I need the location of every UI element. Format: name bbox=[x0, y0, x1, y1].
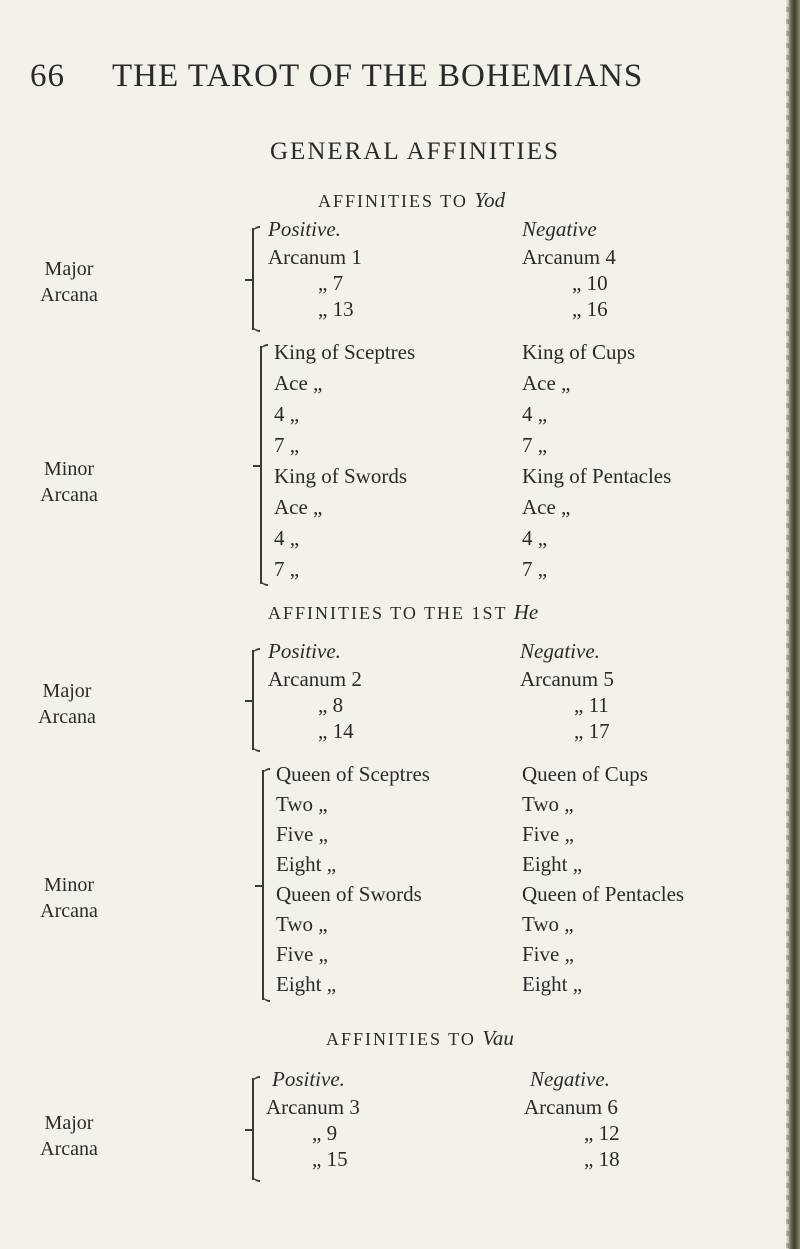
section-heading-he bbox=[268, 600, 538, 625]
page-title: GENERAL AFFINITIES bbox=[270, 138, 560, 165]
list-item: Five „ bbox=[522, 942, 574, 966]
list-item: Two „ bbox=[276, 792, 328, 816]
positive-header: Positive. bbox=[272, 1067, 345, 1091]
negative-column bbox=[522, 759, 784, 1019]
negative-header: Negative bbox=[522, 217, 597, 241]
section-heading-vau bbox=[326, 1026, 514, 1051]
list-item: Ace „ bbox=[522, 495, 571, 519]
list-item: Five „ bbox=[276, 942, 328, 966]
negative-column bbox=[522, 337, 782, 597]
section-heading-name: Vau bbox=[482, 1026, 514, 1050]
list-item: „ 11 bbox=[574, 693, 609, 717]
list-item: Queen of Swords bbox=[276, 882, 422, 906]
list-item: Arcanum 2 bbox=[268, 667, 362, 691]
list-item: Two „ bbox=[276, 912, 328, 936]
negative-column bbox=[524, 1064, 770, 1194]
list-item: Eight „ bbox=[276, 972, 337, 996]
list-item: Ace „ bbox=[274, 371, 323, 395]
list-item: King of Sceptres bbox=[274, 340, 416, 364]
list-item: „ 8 bbox=[318, 693, 344, 717]
list-item: 7 „ bbox=[274, 557, 300, 581]
section-heading-prefix: AFFINITIES TO THE 1ST bbox=[268, 603, 508, 623]
major-arcana-label: Major Arcana bbox=[40, 1112, 98, 1160]
page-edge bbox=[786, 0, 800, 1249]
list-item: 4 „ bbox=[522, 402, 548, 426]
positive-header: Positive. bbox=[268, 639, 341, 663]
list-item: Five „ bbox=[276, 822, 328, 846]
list-item: Two „ bbox=[522, 912, 574, 936]
list-item: King of Pentacles bbox=[522, 464, 672, 488]
major-arcana-label: Major Arcana bbox=[40, 258, 98, 306]
brace bbox=[262, 770, 274, 1000]
list-item: „ 14 bbox=[318, 719, 354, 743]
brace bbox=[260, 346, 272, 584]
list-item: 7 „ bbox=[522, 433, 548, 457]
minor-arcana-label: Minor Arcana bbox=[40, 458, 98, 506]
major-arcana-label: Major Arcana bbox=[38, 680, 96, 728]
list-item: „ 17 bbox=[574, 719, 610, 743]
minor-arcana-label: Minor Arcana bbox=[40, 874, 98, 922]
list-item: 7 „ bbox=[274, 433, 300, 457]
list-item: Ace „ bbox=[274, 495, 323, 519]
positive-column bbox=[276, 759, 526, 1019]
list-item: „ 16 bbox=[572, 297, 608, 321]
positive-column bbox=[266, 1064, 512, 1194]
list-item: Queen of Sceptres bbox=[276, 762, 430, 786]
list-item: 4 „ bbox=[522, 526, 548, 550]
list-item: Eight „ bbox=[522, 972, 583, 996]
list-item: Arcanum 3 bbox=[266, 1095, 360, 1119]
section-heading-prefix: AFFINITIES TO bbox=[326, 1029, 476, 1049]
list-item: Queen of Cups bbox=[522, 762, 648, 786]
list-item: 4 „ bbox=[274, 402, 300, 426]
list-item: Arcanum 1 bbox=[268, 245, 362, 269]
list-item: „ 15 bbox=[312, 1147, 348, 1171]
brace bbox=[252, 650, 264, 750]
list-item: Ace „ bbox=[522, 371, 571, 395]
list-item: King of Cups bbox=[522, 340, 636, 364]
list-item: „ 7 bbox=[318, 271, 344, 295]
list-item: Five „ bbox=[522, 822, 574, 846]
brace bbox=[252, 228, 264, 330]
list-item: Two „ bbox=[522, 792, 574, 816]
brace bbox=[252, 1078, 264, 1180]
list-item: 4 „ bbox=[274, 526, 300, 550]
positive-header: Positive. bbox=[268, 217, 341, 241]
list-item: „ 10 bbox=[572, 271, 608, 295]
list-item: Arcanum 5 bbox=[520, 667, 614, 691]
negative-column bbox=[522, 214, 772, 344]
list-item: King of Swords bbox=[274, 464, 408, 488]
positive-column bbox=[274, 337, 524, 597]
list-item: „ 18 bbox=[584, 1147, 620, 1171]
list-item: „ 13 bbox=[318, 297, 354, 321]
list-item: Eight „ bbox=[522, 852, 583, 876]
list-item: Arcanum 4 bbox=[522, 245, 616, 269]
section-heading-name: Yod bbox=[474, 188, 506, 212]
positive-column bbox=[268, 214, 518, 344]
negative-header: Negative. bbox=[520, 639, 600, 663]
list-item: Eight „ bbox=[276, 852, 337, 876]
list-item: Arcanum 6 bbox=[524, 1095, 618, 1119]
list-item: Queen of Pentacles bbox=[522, 882, 685, 906]
section-heading-name: He bbox=[513, 600, 539, 624]
running-head: THE TAROT OF THE BOHEMIANS bbox=[112, 58, 644, 94]
section-heading-prefix: AFFINITIES TO bbox=[318, 191, 468, 211]
negative-column bbox=[520, 636, 770, 766]
negative-header: Negative. bbox=[530, 1067, 610, 1091]
page-number: 66 bbox=[30, 58, 65, 94]
list-item: 7 „ bbox=[522, 557, 548, 581]
positive-column bbox=[268, 636, 518, 766]
section-heading-yod bbox=[318, 188, 505, 213]
list-item: „ 9 bbox=[312, 1121, 338, 1145]
list-item: „ 12 bbox=[584, 1121, 620, 1145]
